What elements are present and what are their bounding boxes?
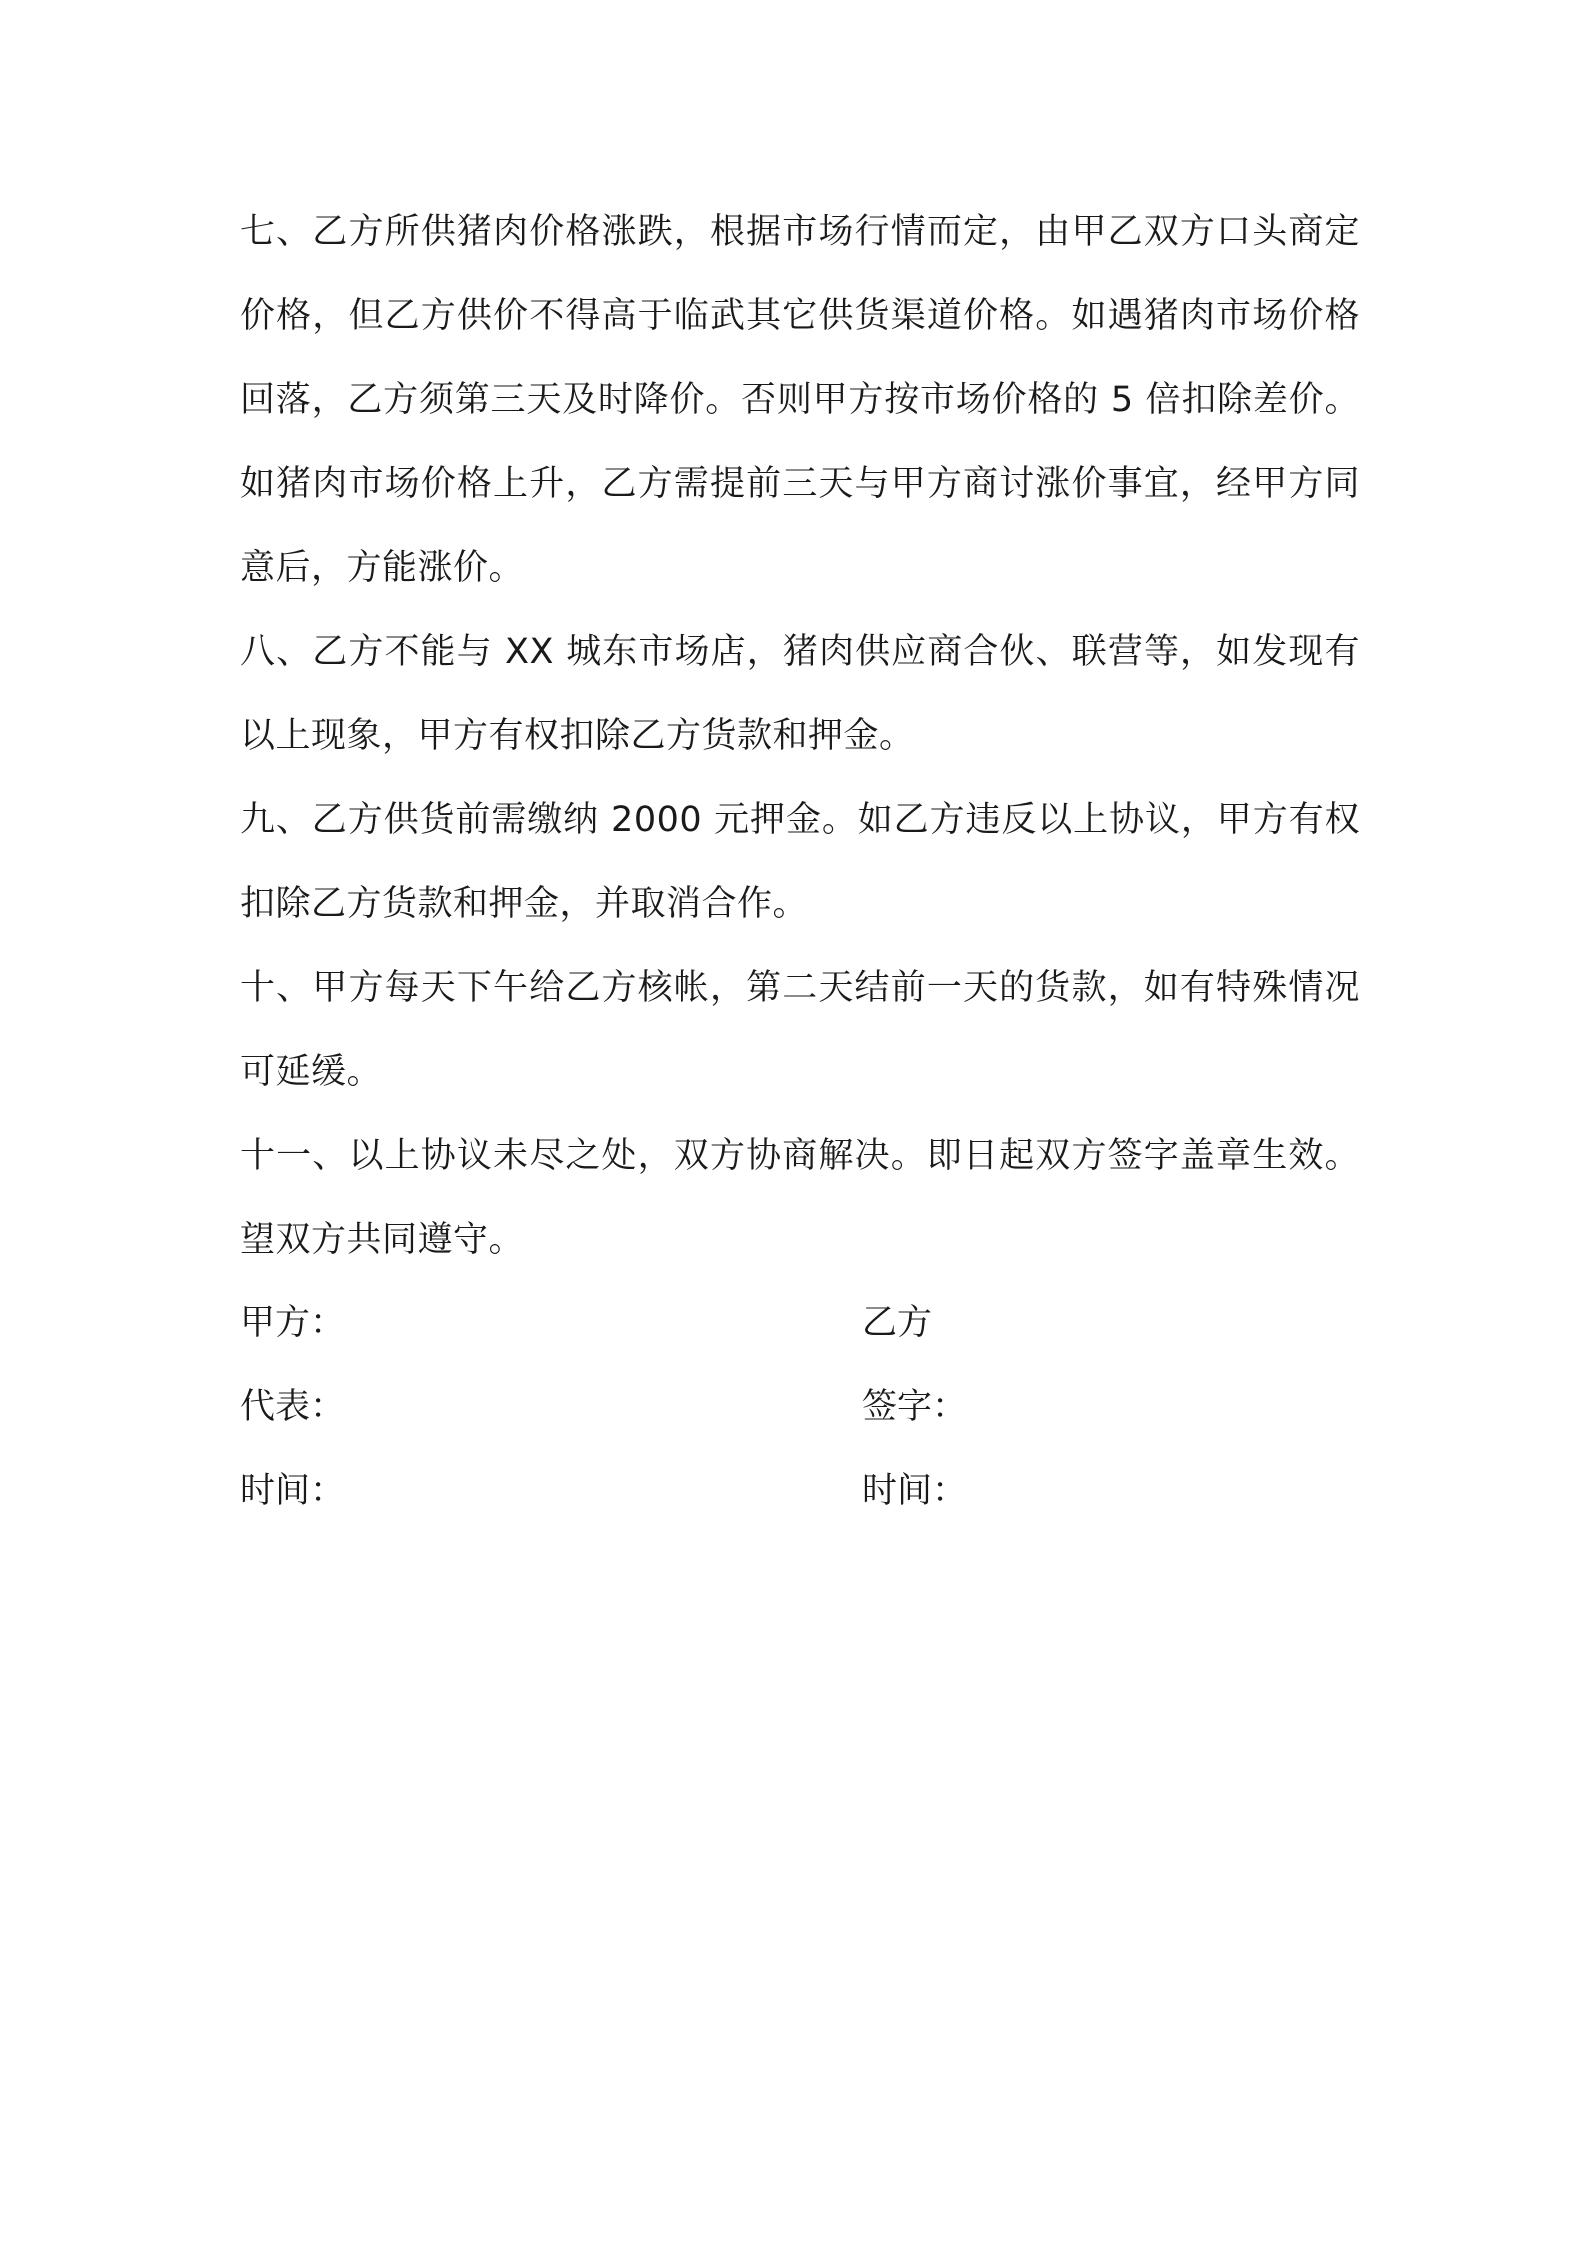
- signature-row-date: [240, 1446, 1360, 1530]
- signature-row-party: [240, 1278, 1360, 1362]
- party-a-date-label: 时间：: [240, 1471, 346, 1511]
- clause-10: 十、甲方每天下午给乙方核帐，第二天结前一天的货款，如有特殊情况可延缓。: [240, 968, 1360, 1092]
- sign-label: 签字：: [862, 1387, 968, 1427]
- signature-block: [240, 1278, 1360, 1530]
- agreement-clauses: [240, 190, 1360, 1282]
- clause-8: 八、乙方不能与 XX 城东市场店，猪肉供应商合伙、联营等，如发现有以上现象，甲方有权扣除乙方货款和押金。: [240, 632, 1360, 756]
- party-b-date-label: 时间：: [862, 1471, 968, 1511]
- clause-11: 十一、以上协议未尽之处，双方协商解决。即日起双方签字盖章生效。望双方共同遵守。: [240, 1136, 1360, 1260]
- representative-label: 代表：: [240, 1387, 346, 1427]
- signature-row-representative: [240, 1362, 1360, 1446]
- clause-9: 九、乙方供货前需缴纳 2000 元押金。如乙方违反以上协议，甲方有权扣除乙方货款和押金，并取消合作。: [240, 800, 1360, 924]
- party-b-label: 乙方: [862, 1303, 933, 1343]
- clause-7: 七、乙方所供猪肉价格涨跌，根据市场行情而定，由甲乙双方口头商定价格，但乙方供价不得高于临武其它供货渠道价格。如遇猪肉市场价格回落，乙方须第三天及时降价。否则甲方按市场价格的 5 倍扣除差价。如猪肉市场价格上升，乙方需提前三天与甲方商讨涨价事宜，经甲方同意后，方能涨价。: [240, 212, 1360, 588]
- party-a-label: 甲方：: [240, 1303, 346, 1343]
